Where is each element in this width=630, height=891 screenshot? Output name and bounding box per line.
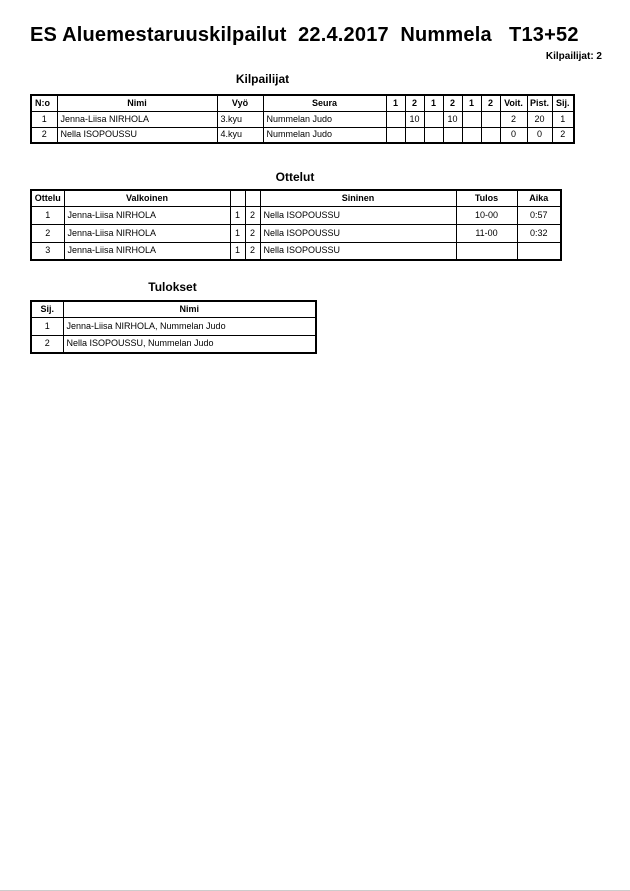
col-header-score-5: 1 (462, 95, 481, 111)
cell-vyo: 3.kyu (217, 111, 263, 127)
table-row (31, 224, 561, 242)
cell-tulos: 11-00 (456, 224, 517, 242)
cell-match-no: 2 (31, 224, 64, 242)
col-header-voit: Voit. (500, 95, 527, 111)
competitors-count: Kilpailijat: 2 (545, 51, 602, 62)
col-header-blue-num (245, 190, 260, 206)
col-header-score-2: 2 (405, 95, 424, 111)
cell-tulos (456, 242, 517, 260)
cell-score: 10 (405, 111, 424, 127)
cell-sininen: Nella ISOPOUSSU (260, 242, 456, 260)
cell-score: 10 (443, 111, 462, 127)
col-header-score-6: 2 (481, 95, 500, 111)
section-heading-ottelut: Ottelut (275, 170, 315, 184)
cell-score (481, 111, 500, 127)
col-header-seura: Seura (263, 95, 386, 111)
cell-score (405, 127, 424, 143)
cell-blue-num: 2 (245, 206, 260, 224)
cell-score (386, 111, 405, 127)
cell-score (462, 111, 481, 127)
cell-score (443, 127, 462, 143)
col-header-nimi: Nimi (63, 301, 316, 317)
col-header-no: N:o (31, 95, 57, 111)
cell-score (424, 111, 443, 127)
col-header-sininen: Sininen (260, 190, 456, 206)
cell-sij: 2 (31, 335, 63, 353)
col-header-nimi: Nimi (57, 95, 217, 111)
cell-valkoinen: Jenna-Liisa NIRHOLA (64, 206, 230, 224)
page-title: ES Aluemestaruuskilpailut 22.4.2017 Nummela T13+52 (30, 24, 579, 46)
col-header-sij: Sij. (552, 95, 574, 111)
cell-score (386, 127, 405, 143)
cell-voit: 2 (500, 111, 527, 127)
col-header-pist: Pist. (527, 95, 552, 111)
section-heading-kilpailijat: Kilpailijat (235, 72, 290, 86)
table-row (31, 335, 316, 353)
col-header-score-1: 1 (386, 95, 405, 111)
table-row (31, 317, 316, 335)
col-header-white-num (230, 190, 245, 206)
cell-valkoinen: Jenna-Liisa NIRHOLA (64, 242, 230, 260)
cell-match-no: 3 (31, 242, 64, 260)
cell-score (481, 127, 500, 143)
table-header-row (31, 301, 316, 317)
cell-tulos: 10-00 (456, 206, 517, 224)
results-table (30, 300, 317, 354)
cell-nimi: Nella ISOPOUSSU (57, 127, 217, 143)
cell-white-num: 1 (230, 242, 245, 260)
cell-match-no: 1 (31, 206, 64, 224)
col-header-score-4: 2 (443, 95, 462, 111)
cell-aika: 0:57 (517, 206, 561, 224)
cell-sininen: Nella ISOPOUSSU (260, 224, 456, 242)
cell-white-num: 1 (230, 206, 245, 224)
cell-no: 2 (31, 127, 57, 143)
col-header-aika: Aika (517, 190, 561, 206)
cell-sij: 2 (552, 127, 574, 143)
cell-pist: 0 (527, 127, 552, 143)
col-header-valkoinen: Valkoinen (64, 190, 230, 206)
section-tulokset-heading-wrap (30, 278, 315, 296)
cell-blue-num: 2 (245, 242, 260, 260)
matches-table (30, 189, 562, 261)
table-row (31, 242, 561, 260)
table-row (31, 111, 574, 127)
cell-aika: 0:32 (517, 224, 561, 242)
table-header-row (31, 95, 574, 111)
section-heading-tulokset: Tulokset (148, 280, 197, 294)
cell-voit: 0 (500, 127, 527, 143)
cell-nimi: Jenna-Liisa NIRHOLA, Nummelan Judo (63, 317, 316, 335)
col-header-tulos: Tulos (456, 190, 517, 206)
cell-sij: 1 (31, 317, 63, 335)
cell-vyo: 4.kyu (217, 127, 263, 143)
col-header-sij: Sij. (31, 301, 63, 317)
competitors-table (30, 94, 575, 144)
cell-nimi: Jenna-Liisa NIRHOLA (57, 111, 217, 127)
cell-nimi: Nella ISOPOUSSU, Nummelan Judo (63, 335, 316, 353)
table-row (31, 127, 574, 143)
cell-blue-num: 2 (245, 224, 260, 242)
cell-sij: 1 (552, 111, 574, 127)
cell-sininen: Nella ISOPOUSSU (260, 206, 456, 224)
cell-seura: Nummelan Judo (263, 111, 386, 127)
cell-score (462, 127, 481, 143)
cell-valkoinen: Jenna-Liisa NIRHOLA (64, 224, 230, 242)
cell-aika (517, 242, 561, 260)
cell-pist: 20 (527, 111, 552, 127)
cell-seura: Nummelan Judo (263, 127, 386, 143)
cell-no: 1 (31, 111, 57, 127)
col-header-vyo: Vyö (217, 95, 263, 111)
cell-score (424, 127, 443, 143)
table-header-row (31, 190, 561, 206)
cell-white-num: 1 (230, 224, 245, 242)
section-ottelut-heading-wrap (30, 168, 560, 186)
col-header-ottelu: Ottelu (31, 190, 64, 206)
col-header-score-3: 1 (424, 95, 443, 111)
table-row (31, 206, 561, 224)
section-kilpailijat-heading-wrap (30, 70, 495, 88)
